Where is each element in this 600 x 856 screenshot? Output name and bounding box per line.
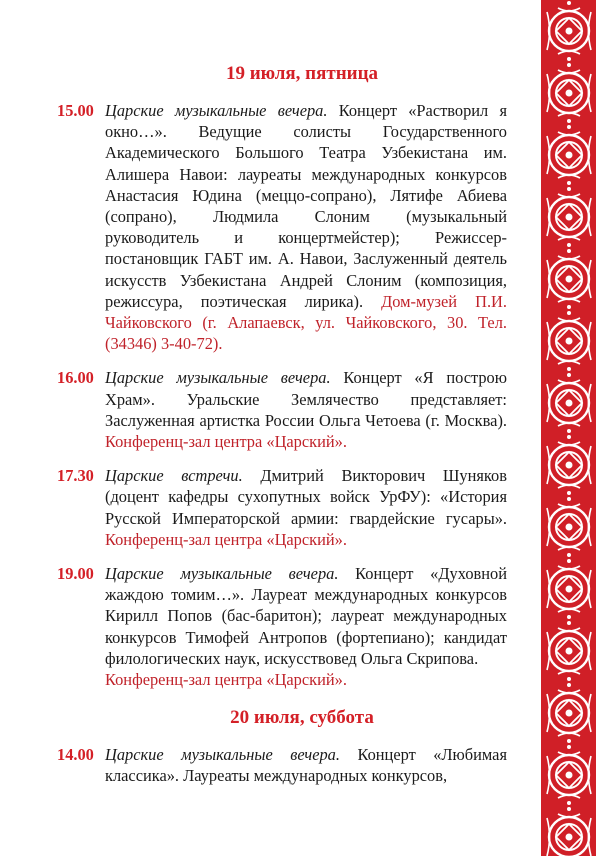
event-series: Царские музыкальные вечера. (105, 564, 339, 584)
event-entry (57, 100, 507, 354)
event-series: Царские встречи. (105, 466, 243, 486)
program-content (57, 62, 507, 800)
event-entry (57, 744, 507, 786)
day-heading: 19 июля, пятница (225, 63, 379, 84)
event-series: Царские музыкальные вечера. (105, 101, 328, 120)
event-time: 17.30 (57, 466, 94, 486)
event-venue: Конференц-зал центра «Царский». (105, 529, 347, 549)
ornamental-border (538, 0, 600, 856)
event-description: Дмитрий Викторович Шуняков (доцент кафедры сухопутных войск УрФУ): «История Русской Императорской армии: гвардейские гусары». (105, 466, 507, 528)
event-time: 19.00 (57, 564, 94, 584)
event-venue: Конференц-зал центра «Царский». (105, 432, 347, 452)
event-time: 14.00 (57, 745, 94, 765)
event-time: 15.00 (57, 101, 94, 120)
event-series: Царские музыкальные вечера. (105, 368, 331, 388)
event-entry (57, 465, 507, 550)
event-description: Концерт «Растворил я окно…». Ведущие солисты Государственного Академического Большого Театра Узбекистана им. Алишера Навои: лауреаты международных конкурсов Анастасия Юдина (меццо-сопрано), Лятифе Абиева (сопрано), Людмила Слоним (музыкальный руководитель и концертмейстер); Режиссер-постановщик ГАБТ им. А. Навои, Заслуженный деятель искусств Узбекистана Андрей Слоним (композиция, режиссура, поэтическая лирика). (105, 101, 508, 311)
event-description: Концерт «Любимая классика». Лауреаты международных конкурсов, (105, 745, 507, 786)
event-time: 16.00 (57, 368, 94, 388)
event-entry (57, 563, 507, 690)
event-venue: Дом-музей П.И. Чайковского (г. Алапаевск, ул. Чайковского, 30. Тел. (34346) 3-40-72). (105, 291, 507, 354)
day-heading: 20 июля, суббота (230, 707, 374, 729)
event-venue: Конференц-зал центра «Царский». (105, 670, 347, 690)
event-description: Концерт «Я построю Храм». Уральские Землячество представляет: Заслуженная артистка России Ольга Четоева (г. Москва). (105, 368, 507, 430)
event-series: Царские музыкальные вечера. (105, 745, 340, 765)
event-description: Концерт «Духовной жаждою томим…». Лауреат международных конкурсов Кирилл Попов (бас-баритон); лауреат международных конкурсов Тимофей Антропов (фортепиано); кандидат филологических наук, искусствовед Ольга Скрипова. (105, 564, 507, 668)
event-entry (57, 367, 507, 452)
